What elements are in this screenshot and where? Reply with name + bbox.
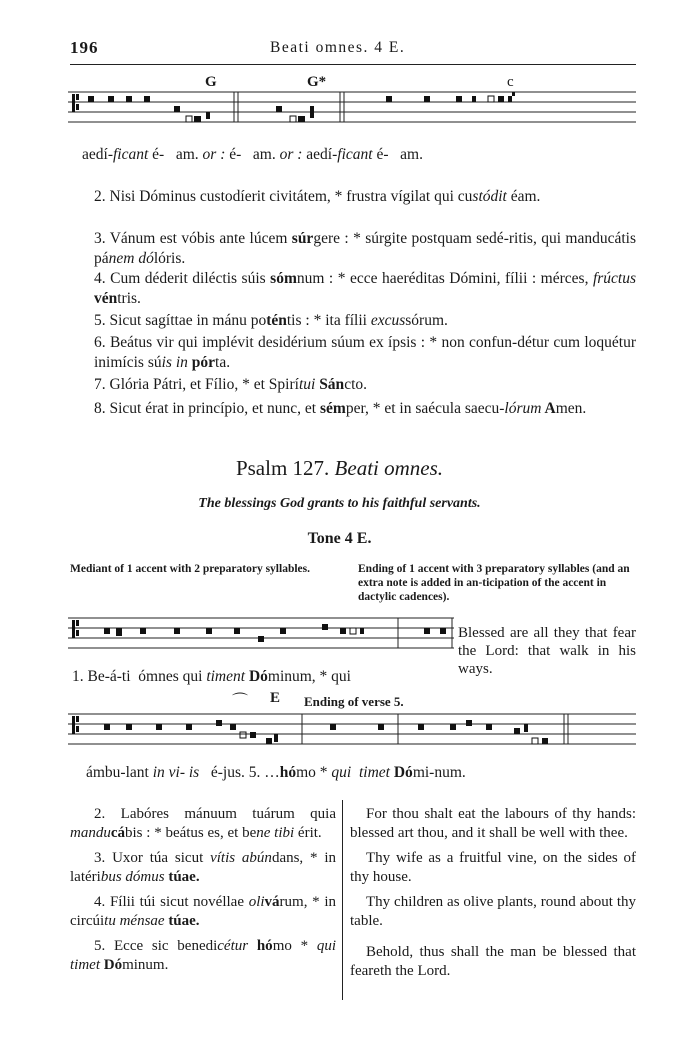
- verse-5: 5. Sicut sagíttae in mánu poténtis : * ita fílii excussórum.: [94, 312, 448, 329]
- verse-4: 4. Cum déderit diléctis súis sómnum : * ecce haeréditas Dómini, fílii : mérces, frúctus véntris.: [94, 270, 636, 307]
- blessed-translation: Blessed are all they that fear the Lord: that walk in his ways.: [458, 625, 636, 677]
- verse-8: 8. Sicut érat in princípio, et nunc, et sémper, * et in saécula saecu-lórum Amen.: [94, 400, 587, 417]
- english-column: [350, 805, 636, 987]
- chord-label-c: c: [507, 74, 514, 90]
- page-header: [0, 38, 679, 62]
- header-rule: [70, 64, 636, 65]
- staff3-lyrics: ámbu-lant in vi- is é-jus. 5. …hómo * qui timet Dómi-num.: [86, 764, 466, 781]
- tone-label: Tone 4 E.: [307, 530, 372, 547]
- latin-verse-3: 3. Uxor túa sicut vítis abúndans, * in latéribus dómus túae.: [70, 850, 337, 885]
- chant-staff-3: [68, 710, 638, 756]
- latin-verse-5: 5. Ecce sic benedicétur hómo * qui timet Dóminum.: [70, 938, 337, 973]
- staff1-lyrics: aedí-ficant é- am. or : é- am. or : aedí-ficant é- am.: [82, 146, 423, 163]
- accent-arrow-icon: ⌒: [232, 693, 249, 710]
- chant-staff-1: [68, 88, 638, 136]
- english-verse-5: Behold, thus shall the man be blessed that feareth the Lord.: [350, 944, 636, 979]
- chant-staff-2: [68, 614, 458, 654]
- ending-e-label: E: [270, 690, 281, 706]
- mediant-note: Mediant of 1 accent with 2 preparatory syllables.: [70, 563, 310, 575]
- verse-2: 2. Nisi Dóminus custodíerit civitátem, * frustra vígilat qui custódit éam.: [94, 188, 541, 205]
- ending-of-verse-label: Ending of verse 5.: [304, 694, 404, 709]
- latin-verse-2: 2. Labóres mánuum tuárum quia manducábis : * beátus es, et bene tibi érit.: [70, 806, 336, 841]
- page-number: 196: [70, 38, 99, 57]
- english-verse-3: Thy wife as a fruitful vine, on the sides of thy house.: [350, 850, 636, 885]
- verse-6: 6. Beátus vir qui implévit desidérium súum ex ípsis : * non confun-détur cum loquétur inimícis súis in pórta.: [94, 334, 636, 371]
- running-title: Beati omnes. 4 E.: [270, 39, 406, 56]
- column-divider: [342, 800, 343, 1000]
- psalm-title: Psalm 127. Beati omnes.: [235, 456, 444, 480]
- verse-7: 7. Glória Pátri, et Fílio, * et Spirítui Sáncto.: [94, 376, 367, 393]
- chord-label-g-star: G*: [307, 74, 327, 90]
- verse-3: 3. Vánum est vóbis ante lúcem súrgere : * súrgite postquam sedé-ritis, qui manducátis pánem dólóris.: [94, 230, 636, 267]
- english-verse-2: For thou shalt eat the labours of thy hands: blessed art thou, and it shall be well with thee.: [350, 806, 636, 841]
- chord-label-g: G: [205, 74, 217, 90]
- english-verse-4: Thy children as olive plants, round about thy table.: [350, 894, 636, 929]
- staff2-lyrics: 1. Be-á-ti ómnes qui timent Dóminum, * qui: [72, 668, 351, 685]
- latin-column: [70, 805, 336, 981]
- ending-note: Ending of 1 accent with 3 preparatory syllables (and an extra note is added in an-ticipation of the accent in dactylic cadences).: [358, 563, 630, 603]
- latin-verse-4: 4. Fílii túi sicut novéllae olivárum, * in circúitu ménsae túae.: [70, 894, 336, 929]
- psalm-subtitle: The blessings God grants to his faithful servants.: [198, 496, 481, 511]
